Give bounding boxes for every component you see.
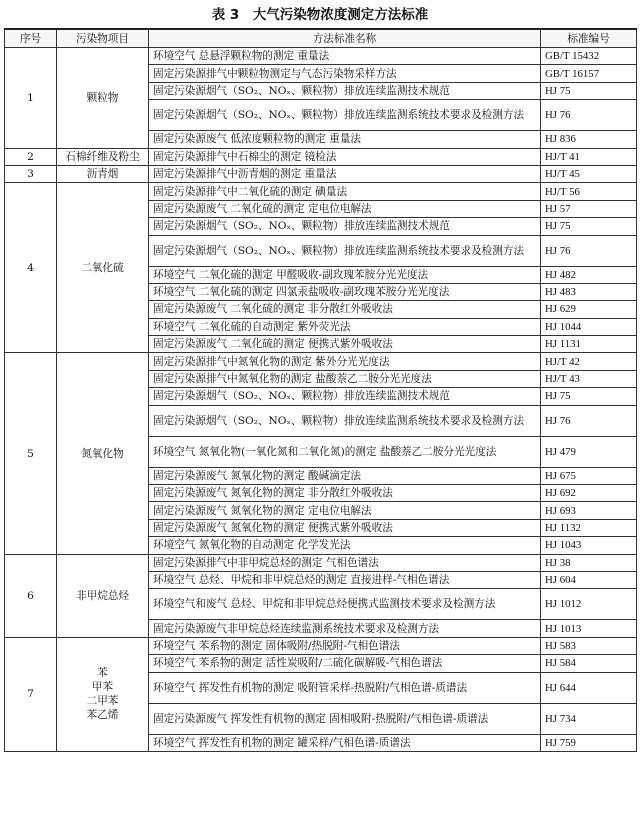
standard-no-cell: HJ 76 (541, 405, 637, 436)
method-name-cell: 环境空气 苯系物的测定 活性炭吸附/二硫化碳解吸-气相色谱法 (149, 655, 541, 672)
standard-no-cell: HJ 1131 (541, 336, 637, 353)
standard-no-cell: HJ 1043 (541, 537, 637, 554)
standard-no-cell: GB/T 15432 (541, 48, 637, 65)
seq-cell: 3 (5, 165, 57, 182)
header-row (5, 29, 637, 48)
method-name-cell: 固定污染源烟气（SO₂、NOₓ、颗粒物）排放连续监测系统技术要求及检测方法 (149, 100, 541, 131)
standard-no-cell: HJ 1012 (541, 589, 637, 620)
standard-no-cell: HJ 76 (541, 235, 637, 266)
standard-no-cell: HJ 644 (541, 672, 637, 703)
method-name-cell: 固定污染源废气非甲烷总烃连续监测系统技术要求及检测方法 (149, 620, 541, 637)
method-name-cell: 环境空气 总烃、甲烷和非甲烷总烃的测定 直接进样-气相色谱法 (149, 571, 541, 588)
standard-no-cell: HJ/T 45 (541, 165, 637, 182)
standard-no-cell: HJ 57 (541, 200, 637, 217)
table-row (5, 48, 637, 65)
pollutant-name: 沥青烟 (86, 168, 119, 181)
seq-cell: 4 (5, 183, 57, 353)
method-name-cell: 环境空气 挥发性有机物的测定 罐采样/气相色谱-质谱法 (149, 734, 541, 751)
method-name-cell: 环境空气 氮氧化物的自动测定 化学发光法 (149, 537, 541, 554)
standard-no-cell: GB/T 16157 (541, 65, 637, 82)
pollutant-name: 苯 (97, 667, 108, 680)
header-method: 方法标准名称 (149, 29, 541, 48)
table-row (5, 637, 637, 654)
seq-cell: 6 (5, 554, 57, 637)
method-name-cell: 环境空气 二氧化硫的自动测定 紫外荧光法 (149, 318, 541, 335)
method-name-cell: 环境空气 二氧化硫的测定 甲醛吸收-副玫瑰苯胺分光光度法 (149, 266, 541, 283)
standard-no-cell: HJ/T 41 (541, 148, 637, 165)
standard-no-cell: HJ 1013 (541, 620, 637, 637)
pollutant-name: 氮氧化物 (81, 447, 124, 460)
method-name-cell: 固定污染源废气 氮氧化物的测定 酸碱滴定法 (149, 467, 541, 484)
standard-no-cell: HJ 583 (541, 637, 637, 654)
pollutant-cell (57, 48, 149, 149)
standard-no-cell: HJ 75 (541, 82, 637, 99)
method-name-cell: 固定污染源排气中氮氧化物的测定 盐酸萘乙二胺分光光度法 (149, 370, 541, 387)
method-name-cell: 固定污染源废气 二氧化硫的测定 非分散红外吸收法 (149, 301, 541, 318)
standard-no-cell: HJ 76 (541, 100, 637, 131)
standard-no-cell: HJ 38 (541, 554, 637, 571)
method-name-cell: 固定污染源烟气（SO₂、NOₓ、颗粒物）排放连续监测技术规范 (149, 218, 541, 235)
method-name-cell: 固定污染源废气 氮氧化物的测定 定电位电解法 (149, 502, 541, 519)
method-name-cell: 环境空气和废气 总烃、甲烷和非甲烷总烃便携式监测技术要求及检测方法 (149, 589, 541, 620)
pollutant-name: 颗粒物 (86, 91, 119, 104)
pollutant-cell (57, 165, 149, 182)
standard-no-cell: HJ/T 56 (541, 183, 637, 200)
pollutant-name: 非甲烷总烃 (76, 589, 129, 602)
method-name-cell: 固定污染源废气 二氧化硫的测定 定电位电解法 (149, 200, 541, 217)
pollutant-name: 二氧化硫 (81, 261, 124, 274)
header-seq: 序号 (5, 29, 57, 48)
pollutant-cell (57, 183, 149, 353)
pollutant-cell (57, 637, 149, 751)
pollutant-name: 甲苯 (91, 681, 114, 694)
table-row (5, 148, 637, 165)
method-name-cell: 固定污染源烟气（SO₂、NOₓ、颗粒物）排放连续监测系统技术要求及检测方法 (149, 235, 541, 266)
method-name-cell: 固定污染源排气中沥青烟的测定 重量法 (149, 165, 541, 182)
method-name-cell: 环境空气 氮氧化物(一氧化氮和二氧化氮)的测定 盐酸萘乙二胺分光光度法 (149, 436, 541, 467)
table-row (5, 554, 637, 571)
standard-no-cell: HJ 1044 (541, 318, 637, 335)
table-title: 表 3 大气污染物浓度测定方法标准 (211, 7, 429, 23)
standard-no-cell: HJ 693 (541, 502, 637, 519)
standard-no-cell: HJ 584 (541, 655, 637, 672)
standard-no-cell: HJ 692 (541, 485, 637, 502)
method-name-cell: 固定污染源废气 氮氧化物的测定 非分散红外吸收法 (149, 485, 541, 502)
pollutant-cell (57, 554, 149, 637)
standard-no-cell: HJ 629 (541, 301, 637, 318)
standard-no-cell: HJ 479 (541, 436, 637, 467)
method-name-cell: 固定污染源排气中石棉尘的测定 镜检法 (149, 148, 541, 165)
method-name-cell: 固定污染源烟气（SO₂、NOₓ、颗粒物）排放连续监测技术规范 (149, 82, 541, 99)
standard-no-cell: HJ/T 43 (541, 370, 637, 387)
method-name-cell: 环境空气 苯系物的测定 固体吸附/热脱附-气相色谱法 (149, 637, 541, 654)
seq-cell: 1 (5, 48, 57, 149)
standard-no-cell: HJ 1132 (541, 519, 637, 536)
method-name-cell: 固定污染源排气中颗粒物测定与气态污染物采样方法 (149, 65, 541, 82)
standard-no-cell: HJ 75 (541, 388, 637, 405)
header-standard-no: 标准编号 (541, 29, 637, 48)
standard-no-cell: HJ 483 (541, 283, 637, 300)
method-name-cell: 固定污染源排气中氮氧化物的测定 紫外分光光度法 (149, 353, 541, 370)
method-name-cell: 环境空气 二氧化硫的测定 四氯汞盐吸收-副玫瑰苯胺分光光度法 (149, 283, 541, 300)
table-row (5, 183, 637, 200)
standard-no-cell: HJ 836 (541, 131, 637, 148)
standard-no-cell: HJ 75 (541, 218, 637, 235)
pollutant-name: 苯乙烯 (86, 709, 119, 722)
header-pollutant: 污染物项目 (57, 29, 149, 48)
seq-cell: 2 (5, 148, 57, 165)
pollutant-name: 石棉纤维及粉尘 (65, 150, 140, 163)
method-name-cell: 固定污染源排气中二氧化硫的测定 碘量法 (149, 183, 541, 200)
standards-table (4, 28, 637, 752)
method-name-cell: 固定污染源废气 挥发性有机物的测定 固相吸附-热脱附/气相色谱-质谱法 (149, 703, 541, 734)
method-name-cell: 固定污染源烟气（SO₂、NOₓ、颗粒物）排放连续监测技术规范 (149, 388, 541, 405)
table-row (5, 165, 637, 182)
standard-no-cell: HJ 759 (541, 734, 637, 751)
method-name-cell: 环境空气 挥发性有机物的测定 吸附管采样-热脱附/气相色谱-质谱法 (149, 672, 541, 703)
pollutant-cell (57, 353, 149, 554)
method-name-cell: 固定污染源排气中非甲烷总烃的测定 气相色谱法 (149, 554, 541, 571)
method-name-cell: 固定污染源废气 二氧化硫的测定 便携式紫外吸收法 (149, 336, 541, 353)
standard-no-cell: HJ 482 (541, 266, 637, 283)
method-name-cell: 环境空气 总悬浮颗粒物的测定 重量法 (149, 48, 541, 65)
standard-no-cell: HJ 734 (541, 703, 637, 734)
method-name-cell: 固定污染源废气 低浓度颗粒物的测定 重量法 (149, 131, 541, 148)
pollutant-cell (57, 148, 149, 165)
pollutant-name: 二甲苯 (86, 695, 119, 708)
standard-no-cell: HJ/T 42 (541, 353, 637, 370)
standard-no-cell: HJ 604 (541, 571, 637, 588)
method-name-cell: 固定污染源废气 氮氧化物的测定 便携式紫外吸收法 (149, 519, 541, 536)
table-row (5, 353, 637, 370)
table-body (5, 48, 637, 752)
seq-cell: 7 (5, 637, 57, 751)
standard-no-cell: HJ 675 (541, 467, 637, 484)
method-name-cell: 固定污染源烟气（SO₂、NOₓ、颗粒物）排放连续监测系统技术要求及检测方法 (149, 405, 541, 436)
seq-cell: 5 (5, 353, 57, 554)
